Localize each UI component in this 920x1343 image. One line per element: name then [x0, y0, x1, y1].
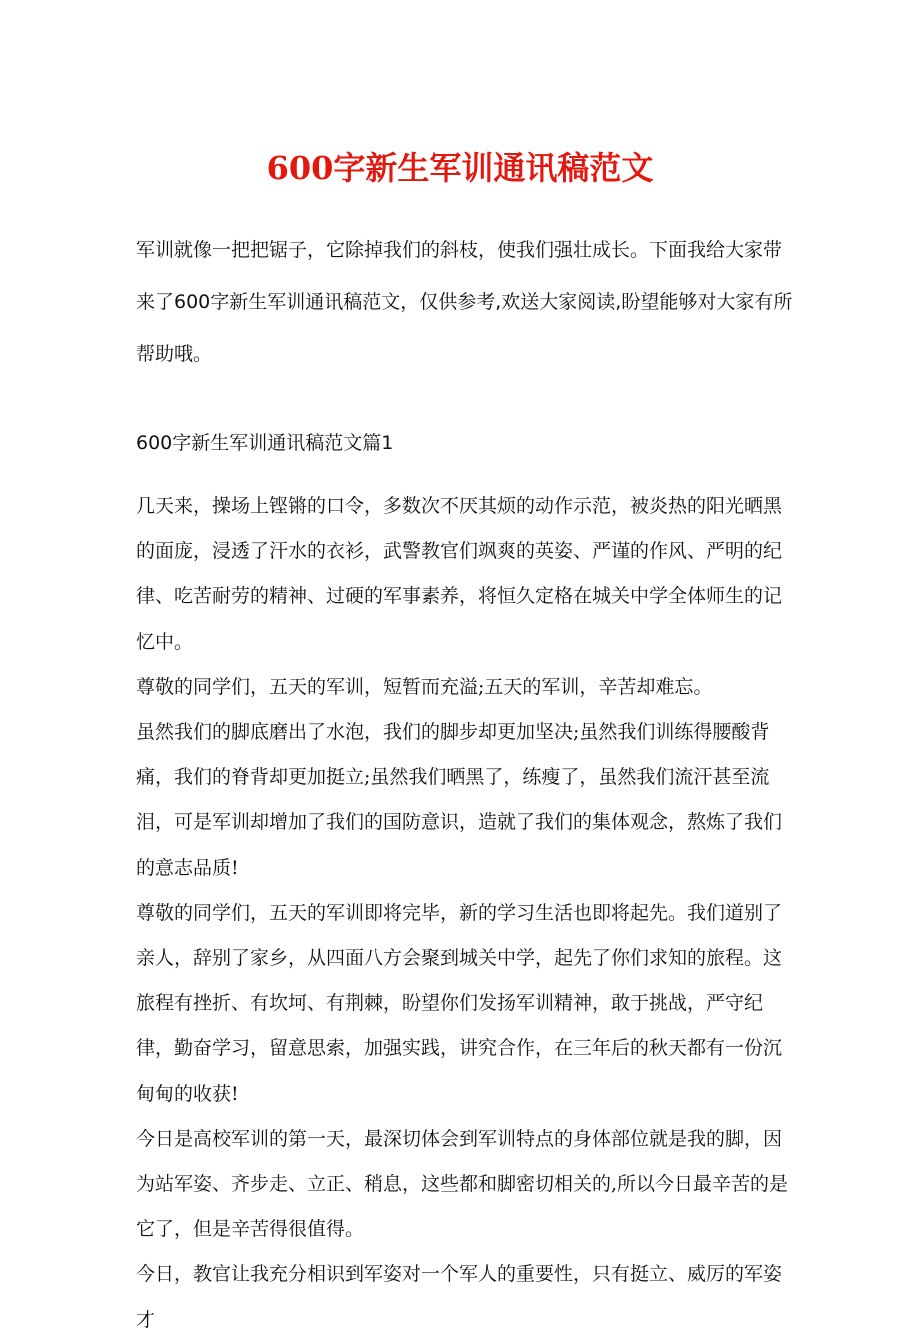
body-paragraph: 今日，教官让我充分相识到军姿对一个军人的重要性，只有挺立、威厉的军姿才: [136, 1263, 783, 1331]
article-body: [136, 484, 796, 1343]
body-paragraph: 尊敬的同学们，五天的军训即将完毕，新的学习生活也即将起先。我们道别了亲人，辞别了家乡，从四面八方会聚到城关中学，起先了你们求知的旅程。这旅程有挫折、有坎坷、有荆棘，盼望你们发扬军训精神，敢于挑战，严守纪律，勤奋学习，留意思索，加强实践，讲究合作，在三年后的秋天都有一份沉甸甸的收获!: [136, 901, 783, 1105]
body-paragraph: 几天来，操场上铿锵的口令，多数次不厌其烦的动作示范，被炎热的阳光晒黑的面庞，浸透了汗水的衣衫，武警教官们飒爽的英姿、严谨的作风、严明的纪律、吃苦耐劳的精神、过硬的军事素养，将恒久定格在城关中学全体师生的记忆中。: [136, 495, 783, 653]
body-paragraph: 尊敬的同学们，五天的军训，短暂而充溢;五天的军训，辛苦却难忘。: [136, 675, 713, 698]
document-title: 600字新生军训通讯稿范文: [266, 149, 654, 187]
body-paragraph: 虽然我们的脚底磨出了水泡，我们的脚步却更加坚决;虽然我们训练得腰酸背痛，我们的脊背却更加挺立;虽然我们晒黑了，练瘦了，虽然我们流汗甚至流泪，可是军训却增加了我们的国防意识，造就了我们的集体观念，熬炼了我们的意志品质!: [136, 721, 783, 879]
intro-paragraph: 军训就像一把把锯子，它除掉我们的斜枝，使我们强壮成长。下面我给大家带来了600字新生军训通讯稿范文，仅供参考,欢送大家阅读,盼望能够对大家有所帮助哦。: [136, 239, 793, 365]
body-paragraph: 今日是高校军训的第一天，最深切体会到军训特点的身体部位就是我的脚，因为站军姿、齐步走、立正、稍息，这些都和脚密切相关的,所以今日最辛苦的是它了，但是辛苦得很值得。: [136, 1127, 789, 1241]
section-heading: 600字新生军训通讯稿范文篇1: [136, 432, 394, 454]
